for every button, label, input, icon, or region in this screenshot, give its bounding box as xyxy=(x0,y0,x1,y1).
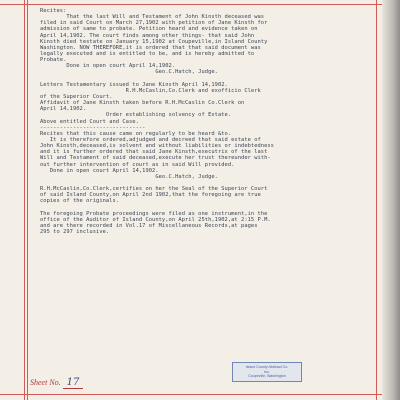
sheet-number-value: 17 xyxy=(63,377,84,389)
text-line: 295 to 297 inclusive. xyxy=(40,229,110,236)
text-line: Order establishing solvency of Estate. xyxy=(40,112,232,119)
stamp-line-1: Island County Abstract Co. xyxy=(245,365,289,370)
text-line: copies of the originals. xyxy=(40,198,120,205)
text-line: Affidavit of Jane Kinsth taken before R.H.McCaslin Co.Clerk on xyxy=(40,100,245,107)
text-line: filed in said Court on March 27,1902 with petition of Jane Kinsth for xyxy=(40,20,268,27)
sheet-label: Sheet No. xyxy=(30,378,61,387)
text-line: of said Island County,on April 2nd 1902,that the foregoing are true xyxy=(40,192,261,199)
text-line: of the Superior Court. xyxy=(40,93,113,100)
text-line: Geo.C.Hatch, Judge. xyxy=(40,69,218,76)
left-margin-rule xyxy=(24,0,25,400)
text-line: Will and Testament of said deceased,execute her trust thereunder with- xyxy=(40,155,271,162)
typed-record-text xyxy=(40,8,380,235)
text-line: Probate. xyxy=(40,57,67,64)
text-line: Letters Testamentary issued to Jane Kinsth April 14,1902. xyxy=(40,81,228,88)
text-line: R.H.McCaslin,Co.Clerk and exofficio Clerk xyxy=(40,87,261,94)
text-line: April 14,1902. The court finds among other things- that said John xyxy=(40,32,255,39)
text-line: Recites that this cause came on regularly to be heard &to. xyxy=(40,130,232,137)
text-line: R.H.McCaslin,Co.Clerk,certifies on her the Seal of the Superior Court xyxy=(40,186,268,193)
text-line: Done in open court April 14,1902. xyxy=(40,167,159,174)
top-margin-rule xyxy=(0,4,400,5)
text-line: Above entitled Court and Case. xyxy=(40,118,139,125)
bottom-margin-rule xyxy=(0,394,400,395)
text-line: -------------------------------- xyxy=(40,124,146,131)
text-line: Recites: xyxy=(40,8,67,14)
text-line: Kinsth died testate on January 15,1902 at Coupeville,in Island County xyxy=(40,38,268,45)
stamp-line-3: Coupeville, Washington xyxy=(248,374,286,379)
text-line: admission of same to probate. Petition heard and evidence taken on xyxy=(40,26,258,33)
text-line: April 14,1902. xyxy=(40,106,87,113)
sheet-number xyxy=(30,377,83,388)
text-line: The foregoing Probate proceedings were filed as one instrument,in the xyxy=(40,210,268,217)
text-line: John Kinsth,deceased,is solvent and without liabilities or indebtedness xyxy=(40,143,274,150)
stamp-line-2: Inc. xyxy=(264,369,270,374)
text-line: legally executed and is entitled to be, and is hereby admitted to xyxy=(40,50,255,57)
left-margin-rule-inner xyxy=(27,0,28,400)
text-line: and it is further ordered that said Jane Kinsth,executrix of the last xyxy=(40,149,268,156)
text-line: office of the Auditor of Island County,on April 25th,1902,at 2:15 P.M. xyxy=(40,216,271,223)
abstract-company-stamp xyxy=(232,362,302,382)
text-line: That the last Will and Testament of John Kinsth deceased was xyxy=(40,14,265,21)
text-line: Geo.C.Hatch, Judge. xyxy=(40,173,218,180)
text-line: and are there recorded in Vol.17 of Miscellaneous Records,at pages xyxy=(40,222,258,229)
text-line: Washington. NOW THEREFORE,it is ordered that that said document was xyxy=(40,44,261,51)
text-line: out further intervention of court as in said Will provided. xyxy=(40,161,235,168)
text-line: Done in open court April 14,1902. xyxy=(40,63,176,70)
text-line: It is therefore ordered,adjudged and decreed that said estate of xyxy=(40,136,261,143)
